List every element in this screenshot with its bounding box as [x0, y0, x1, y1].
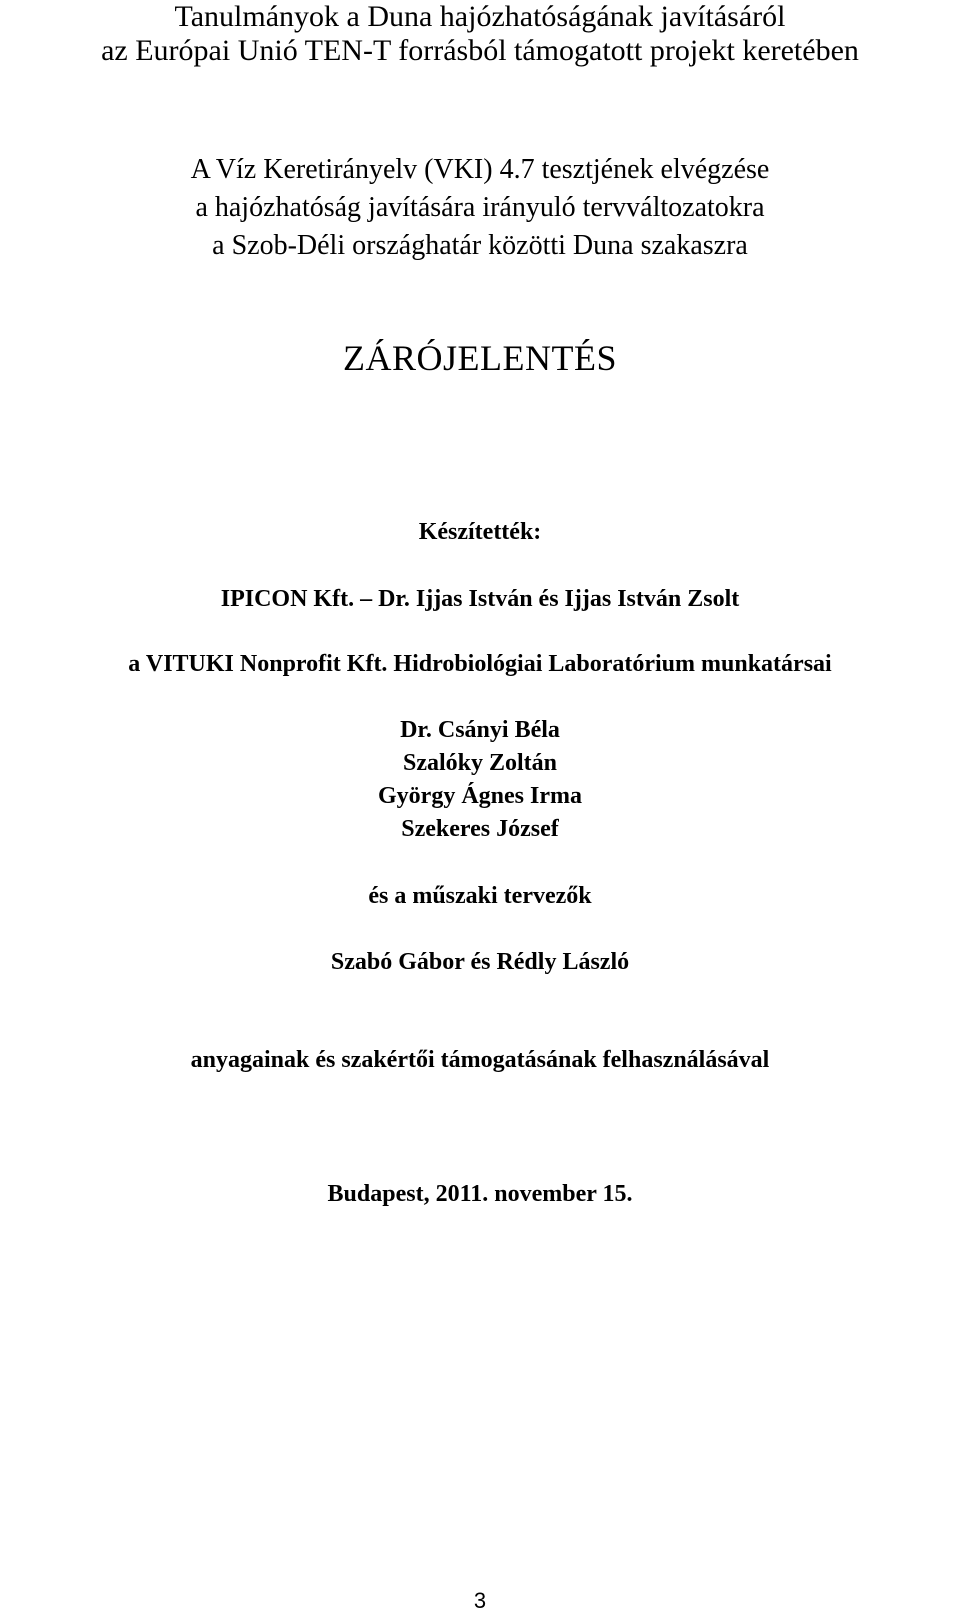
- staff-member: Szekeres József: [401, 816, 559, 842]
- place-date: Budapest, 2011. november 15.: [327, 1181, 633, 1207]
- header-line-2: az Európai Unió TEN-T forrásból támogatott projekt keretében: [101, 34, 859, 67]
- header-line-1: Tanulmányok a Duna hajózhatóságának javításáról: [174, 0, 786, 33]
- report-title: ZÁRÓJELENTÉS: [343, 338, 617, 378]
- subject-line-1: A Víz Keretirányelv (VKI) 4.7 tesztjének elvégzése: [190, 154, 770, 185]
- staff-member: György Ágnes Irma: [378, 783, 582, 809]
- staff-member: Dr. Csányi Béla: [400, 717, 560, 743]
- support-line: anyagainak és szakértői támogatásának felhasználásával: [190, 1047, 770, 1073]
- subject-line-2: a hajózhatóság javítására irányuló tervváltozatokra: [195, 192, 765, 223]
- staff-member: Szalóky Zoltán: [402, 750, 558, 776]
- designers-label: és a műszaki tervezők: [368, 883, 592, 909]
- lab-line: a VITUKI Nonprofit Kft. Hidrobiológiai Laboratórium munkatársai: [128, 651, 832, 677]
- designers-names: Szabó Gábor és Rédly László: [330, 949, 630, 975]
- subject-line-3: a Szob-Déli országhatár közötti Duna szakaszra: [212, 230, 748, 261]
- page-number: 3: [473, 1588, 487, 1613]
- prepared-by-label: Készítették:: [418, 519, 542, 545]
- company-line: IPICON Kft. – Dr. Ijjas István és Ijjas István Zsolt: [220, 586, 740, 612]
